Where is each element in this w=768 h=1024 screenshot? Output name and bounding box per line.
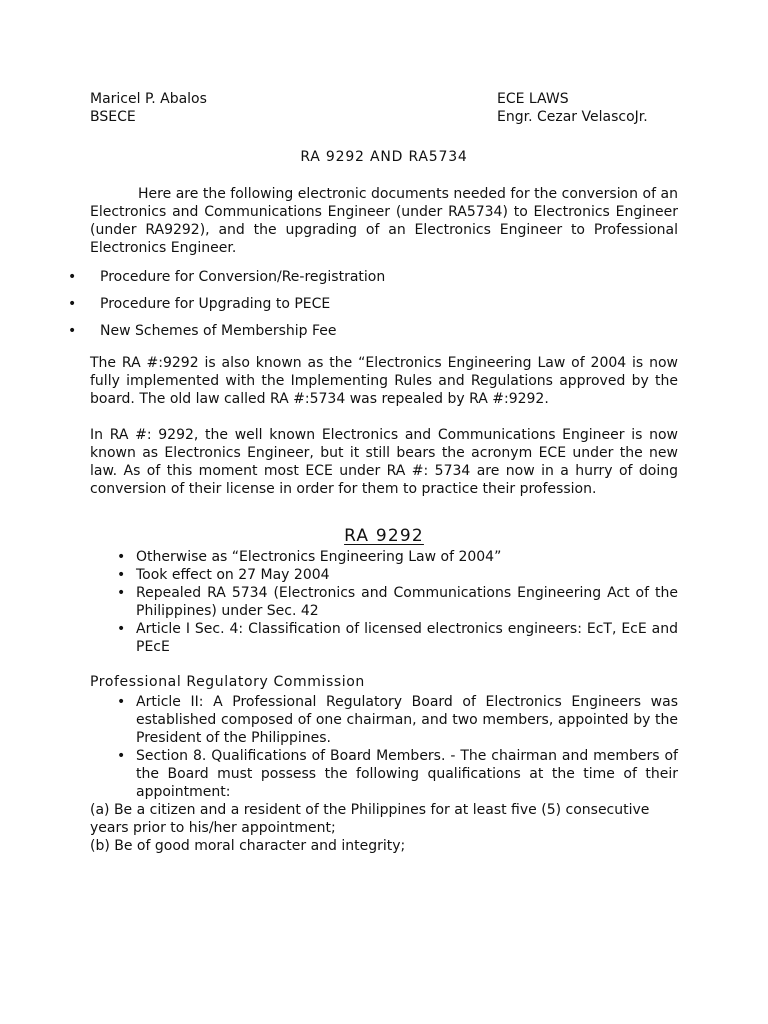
- prc-list: [90, 693, 678, 801]
- intro-paragraph: Here are the following electronic documents needed for the conversion of an Electronics and Communications Engineer (under RA5734) to Electronics Engineer (under RA9292), and the upgrading of an Electronics Engineer to Professional Electronics Engineer.: [90, 186, 678, 256]
- prc-heading: Professional Regulatory Commission: [90, 674, 365, 690]
- list-item: • Section 8. Qualifications of Board Members. - The chairman and members of the Board must possess the following qualifications at the time of their appointment:: [90, 747, 678, 801]
- document-title: RA 9292 AND RA5734: [300, 149, 468, 165]
- author-name: Maricel P. Abalos: [90, 91, 207, 107]
- qualification-b: (b) Be of good moral character and integrity;: [90, 838, 406, 854]
- qualification-a: (a) Be a citizen and a resident of the Philippines for at least five (5) consecutive years prior to his/her appointment;: [90, 802, 650, 836]
- law-paragraph: The RA #:9292 is also known as the “Electronics Engineering Law of 2004 is now fully implemented with the Implementing Rules and Regulations approved by the board. The old law called RA #:5734 was repealed by RA #:9292.: [90, 355, 678, 407]
- list-item: • New Schemes of Membership Fee: [90, 322, 678, 340]
- list-item: • Took effect on 27 May 2004: [90, 566, 678, 584]
- document-page: [90, 90, 678, 855]
- list-item: • Repealed RA 5734 (Electronics and Communications Engineering Act of the Philippines) under Sec. 42: [90, 584, 678, 620]
- course-instructor: Engr. Cezar VelascoJr.: [497, 109, 648, 125]
- author-program: BSECE: [90, 109, 136, 125]
- ece-paragraph: In RA #: 9292, the well known Electronics and Communications Engineer is now known as Electronics Engineer, but it still bears the acronym ECE under the new law. As of this moment most ECE under RA #: 5734 are now in a hurry of doing conversion of their license in order for them to practice their profession.: [90, 427, 678, 497]
- list-item: • Article II: A Professional Regulatory Board of Electronics Engineers was established composed of one chairman, and two members, appointed by the President of the Philippines.: [90, 693, 678, 747]
- list-item: • Procedure for Conversion/Re-registration: [90, 268, 678, 286]
- course-subject: ECE LAWS: [497, 91, 569, 107]
- ra9292-list: [90, 548, 678, 656]
- list-item: • Procedure for Upgrading to PECE: [90, 295, 678, 313]
- author-block: [90, 90, 207, 126]
- section-title: RA 9292: [344, 526, 424, 546]
- documents-list: [90, 268, 678, 340]
- document-header: [90, 90, 678, 128]
- list-item: • Article I Sec. 4: Classification of licensed electronics engineers: EcT, EcE and PEcE: [90, 620, 678, 656]
- list-item: • Otherwise as “Electronics Engineering Law of 2004”: [90, 548, 678, 566]
- course-block: [497, 90, 648, 126]
